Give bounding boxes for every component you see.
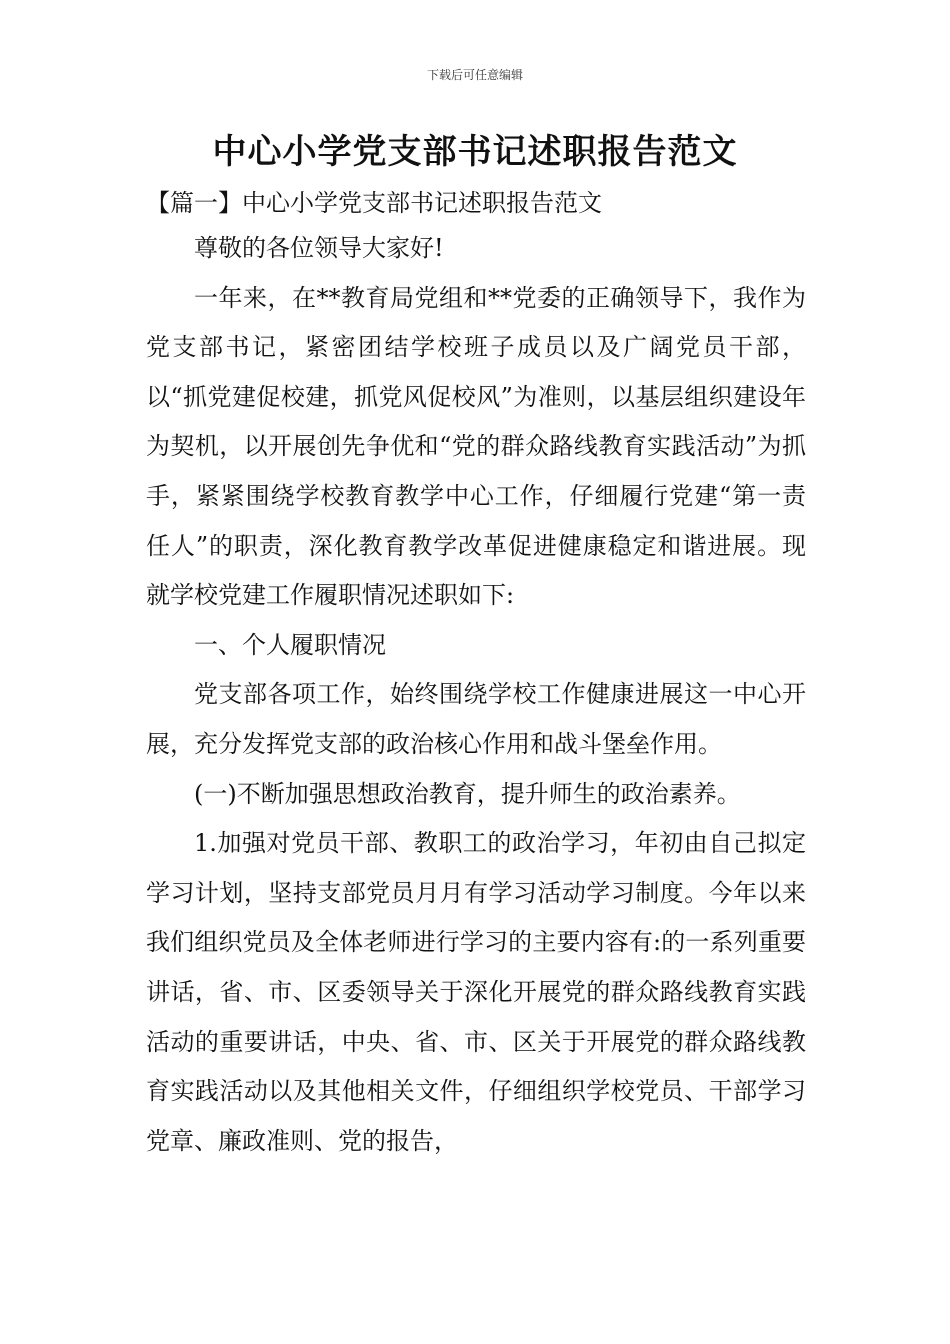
paragraph: 党支部各项工作，始终围绕学校工作健康进展这一中心开展，充分发挥党支部的政治核心作用和战斗堡垒作用。 xyxy=(146,680,806,758)
paragraph-intro: 一年来，在**教育局党组和**党委的正确领导下，我作为党支部书记，紧密团结学校班子成员以及广阔党员干部，以“抓党建促校建，抓党风促校风”为准则，以基层组织建设年为契机，以开展创先争优和“党的群众路线教育实践活动”为抓手，紧紧围绕学校教育教学中心工作，仔细履行党建“第一责任人”的职责，深化教育教学改革促进健康稳定和谐进展。现就学校党建工作履职情况述职如下: xyxy=(146,283,806,610)
document-title: 中心小学党支部书记述职报告范文 xyxy=(212,132,738,172)
section-subtitle: 【篇一】中心小学党支部书记述职报告范文 xyxy=(146,189,602,217)
header-note: 下载后可任意编辑 xyxy=(426,68,523,82)
paragraph: 1.加强对党员干部、教职工的政治学习，年初由自己拟定学习计划，坚持支部党员月月有学习活动学习制度。今年以来我们组织党员及全体老师进行学习的主要内容有:的一系列重要讲话，省、市、区委领导关于深化开展党的群众路线教育实践活动的重要讲话，中央、省、市、区关于开展党的群众路线教育实践活动以及其他相关文件，仔细组织学校党员、干部学习党章、廉政准则、党的报告， xyxy=(146,829,806,1155)
body-text xyxy=(146,224,806,1166)
subsection-heading: (一)不断加强思想政治教育，提升师生的政治素养。 xyxy=(194,779,741,808)
section-heading: 一、个人履职情况 xyxy=(194,630,386,659)
paragraph-greeting: 尊敬的各位领导大家好! xyxy=(194,234,444,262)
